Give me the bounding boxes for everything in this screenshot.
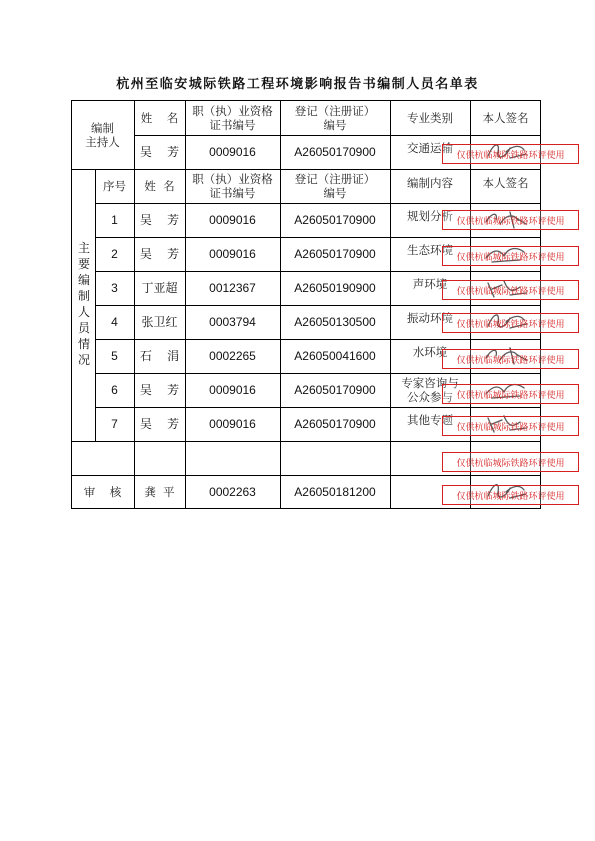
reviewer-name: 龚 平 xyxy=(144,485,175,499)
staff-name: 吴 芳 xyxy=(139,212,180,227)
staff-row-label xyxy=(73,240,95,368)
staff-content: 水环境 xyxy=(412,345,448,359)
staff-reg: A26050130500 xyxy=(294,314,376,329)
host-specialty-header: 专业类别 xyxy=(407,110,453,125)
staff-content: 规划分析 xyxy=(407,209,453,223)
usage-stamp: 仅供杭临城际铁路环评使用 xyxy=(442,416,579,436)
host-specialty: 交通运输 xyxy=(407,141,453,155)
staff-row-label-char: 况 xyxy=(77,353,90,367)
reviewer-label: 审 核 xyxy=(83,485,122,499)
staff-row-label-char: 人 xyxy=(77,305,90,319)
host-cert: 0009016 xyxy=(209,144,256,159)
staff-index: 5 xyxy=(111,348,118,363)
usage-stamp: 仅供杭临城际铁路环评使用 xyxy=(442,452,579,472)
staff-cert: 0009016 xyxy=(209,382,256,397)
host-row-label: 编制 主持人 xyxy=(85,120,120,149)
staff-row-label-char: 主 xyxy=(77,241,90,255)
staff-reg: A26050170900 xyxy=(294,382,376,397)
staff-name: 石 涓 xyxy=(139,348,180,363)
staff-content: 生态环境 xyxy=(407,243,453,257)
staff-name-header: 姓 名 xyxy=(144,179,175,193)
staff-content-header: 编制内容 xyxy=(407,176,453,190)
usage-stamp: 仅供杭临城际铁路环评使用 xyxy=(442,246,579,266)
staff-index: 6 xyxy=(111,382,118,397)
staff-reg: A26050170900 xyxy=(294,246,376,261)
usage-stamp: 仅供杭临城际铁路环评使用 xyxy=(442,384,579,404)
staff-cert-header: 职（执）业资格 证书编号 xyxy=(192,172,273,200)
staff-reg: A26050041600 xyxy=(294,348,376,363)
staff-cert: 0009016 xyxy=(209,246,256,261)
staff-reg: A26050170900 xyxy=(294,212,376,227)
staff-row-label-char: 编 xyxy=(77,273,90,287)
staff-cert: 0009016 xyxy=(209,416,256,431)
usage-stamp: 仅供杭临城际铁路环评使用 xyxy=(442,485,579,505)
staff-content: 声环境 xyxy=(412,277,448,291)
document-title: 杭州至临安城际铁路工程环境影响报告书编制人员名单表 xyxy=(116,77,479,92)
usage-stamp: 仅供杭临城际铁路环评使用 xyxy=(442,313,579,333)
staff-name: 吴 芳 xyxy=(139,246,180,261)
staff-content: 其他专题 xyxy=(407,413,453,427)
staff-reg: A26050190900 xyxy=(294,280,376,295)
staff-name: 吴 芳 xyxy=(139,416,180,431)
staff-index: 7 xyxy=(111,416,118,431)
staff-content: 专家咨询与 公众参与 xyxy=(401,376,459,404)
staff-row-label-char: 制 xyxy=(77,289,90,303)
staff-index-header: 序号 xyxy=(103,179,126,193)
staff-index: 1 xyxy=(111,212,118,227)
staff-row-label-char: 员 xyxy=(77,321,90,335)
usage-stamp: 仅供杭临城际铁路环评使用 xyxy=(442,280,579,300)
staff-cert: 0012367 xyxy=(209,280,256,295)
reviewer-cert: 0002263 xyxy=(209,484,256,499)
host-reg-header: 登记（注册证） 编号 xyxy=(294,103,376,132)
host-signature-header: 本人签名 xyxy=(482,110,529,125)
staff-cert: 0003794 xyxy=(209,314,256,329)
staff-cert: 0009016 xyxy=(209,212,256,227)
staff-content: 振动环境 xyxy=(407,311,453,325)
staff-reg-header: 登记（注册证） 编号 xyxy=(294,172,376,200)
host-reg: A26050170900 xyxy=(294,144,376,159)
staff-name: 丁亚超 xyxy=(141,280,178,295)
staff-index: 2 xyxy=(111,246,118,261)
staff-index: 3 xyxy=(111,280,118,295)
host-name: 吴 芳 xyxy=(139,144,180,159)
staff-reg: A26050170900 xyxy=(294,416,376,431)
reviewer-reg: A26050181200 xyxy=(294,484,376,499)
staff-signature-header: 本人签名 xyxy=(482,176,529,190)
usage-stamp: 仅供杭临城际铁路环评使用 xyxy=(442,210,579,230)
usage-stamp: 仅供杭临城际铁路环评使用 xyxy=(442,349,579,369)
host-name-header: 姓 名 xyxy=(140,110,179,125)
staff-name: 张卫红 xyxy=(141,314,178,329)
staff-name: 吴 芳 xyxy=(139,382,180,397)
staff-row-label-char: 要 xyxy=(77,257,90,271)
staff-row-label-char: 情 xyxy=(77,337,90,351)
host-cert-header: 职（执）业资格 证书编号 xyxy=(192,103,273,132)
staff-cert: 0002265 xyxy=(209,348,256,363)
staff-index: 4 xyxy=(111,314,118,329)
usage-stamp: 仅供杭临城际铁路环评使用 xyxy=(442,144,579,164)
